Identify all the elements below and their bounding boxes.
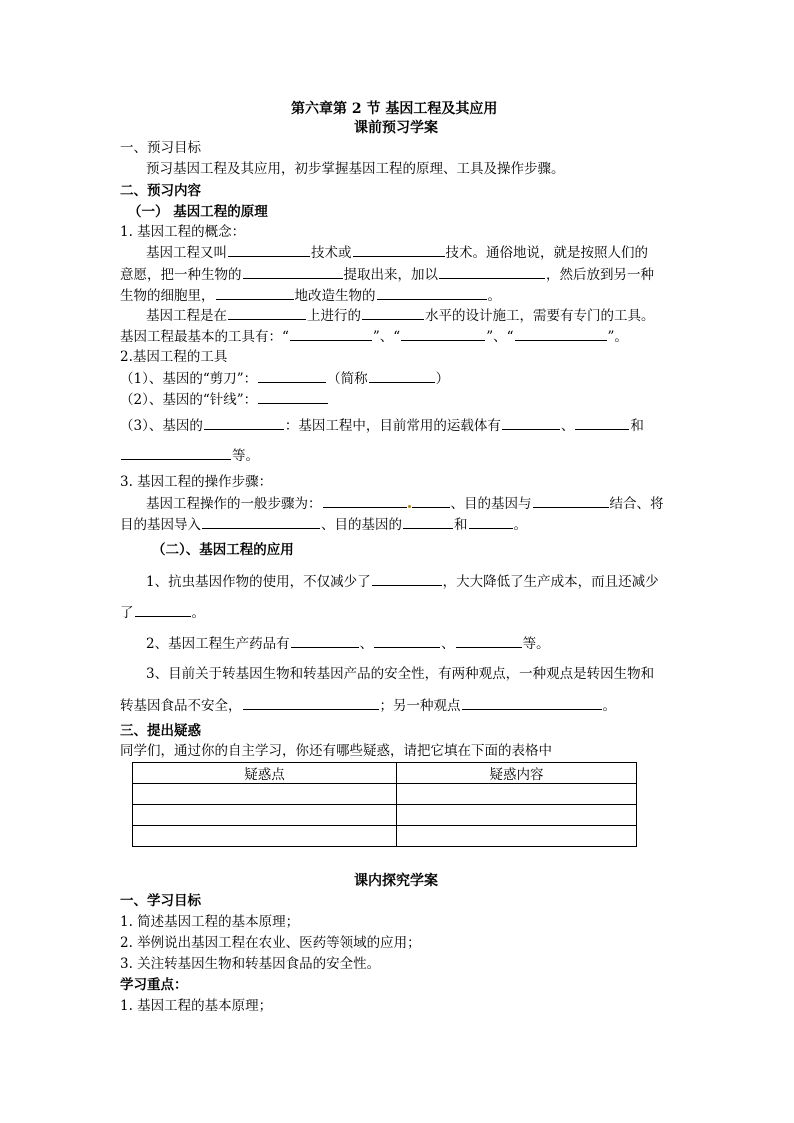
table-cell[interactable] (397, 805, 637, 826)
text-span: 地改造生物的 (294, 288, 376, 304)
fill-blank[interactable] (258, 369, 326, 383)
section-heading-goals: 一、预习目标 (120, 140, 201, 156)
text-span: 2、基因工程生产药品有 (146, 636, 290, 652)
text-span: 目的基因导入 (120, 517, 201, 533)
text-span: 、 (560, 418, 575, 434)
text-line (120, 327, 628, 346)
fill-blank[interactable] (353, 243, 445, 257)
fill-blank[interactable] (290, 327, 372, 341)
text-line (120, 515, 527, 534)
text-span: 技术。通俗地说，就是按照人们的 (445, 245, 648, 261)
text-line (146, 634, 550, 653)
text-span: 转基因食品不安全， (120, 698, 242, 714)
text-span: 上进行的 (307, 308, 361, 324)
text-span: 1、抗虫基因作物的使用，不仅减少了 (146, 574, 371, 590)
text-line (120, 390, 329, 409)
questions-table (132, 762, 637, 847)
goal-item: 3. 关注转基因生物和转基因食品的安全性。 (120, 956, 381, 972)
table-cell[interactable] (397, 784, 637, 805)
fill-blank[interactable] (362, 306, 424, 320)
text-span: 。 (191, 605, 205, 621)
fill-blank[interactable] (403, 515, 453, 529)
text-span: 。 (487, 288, 501, 304)
table-cell[interactable] (133, 784, 397, 805)
text-span: 基因工程操作的一般步骤为： (146, 496, 322, 512)
concept-label: 1. 基因工程的概念： (120, 224, 246, 240)
text-span: 。 (602, 698, 616, 714)
fill-blank[interactable] (377, 286, 487, 300)
section-heading-focus: 学习重点： (120, 977, 188, 993)
text-span: （3）、基因的 (120, 418, 203, 434)
text-line (146, 243, 648, 262)
text-span: 。 (513, 517, 527, 533)
text-span: （1）、基因的“剪刀”： (120, 371, 258, 387)
fill-blank[interactable] (401, 327, 485, 341)
subheading-application: （二）、基因工程的应用 (152, 542, 294, 558)
text-span: 意愿，把一种生物的 (120, 267, 242, 283)
section-heading-content: 二、预习内容 (120, 183, 201, 199)
goal-item: 1. 简述基因工程的基本原理； (120, 914, 300, 930)
section-heading-questions: 三、提出疑惑 (120, 723, 201, 739)
text-span: ；另一种观点 (379, 698, 461, 714)
text-line (146, 306, 655, 325)
text-span: 和 (630, 418, 644, 434)
text-span: 结合、将 (609, 496, 664, 512)
fill-blank[interactable] (502, 416, 560, 430)
text-span: 水平的设计施工，需要有专门的工具。 (425, 308, 655, 324)
table-row (133, 826, 637, 847)
fill-blank[interactable] (374, 634, 440, 648)
fill-blank[interactable] (243, 265, 343, 279)
text-line (120, 286, 501, 305)
fill-blank[interactable] (515, 327, 607, 341)
fill-blank[interactable] (216, 286, 294, 300)
goal-text: 预习基因工程及其应用，初步掌握基因工程的原理、工具及操作步骤。 (146, 161, 565, 177)
steps-label: 3. 基因工程的操作步骤： (120, 474, 273, 490)
text-span: 基因工程又叫 (146, 245, 227, 261)
goal-item: 2. 举例说出基因工程在农业、医药等领域的应用； (120, 935, 421, 951)
fill-blank[interactable] (204, 416, 284, 430)
text-span: ”、“ (486, 329, 514, 345)
table-row (133, 784, 637, 805)
fill-blank[interactable] (369, 369, 435, 383)
table-row (133, 805, 637, 826)
page-subtitle: 课前预习学案 (354, 120, 438, 136)
fill-blank[interactable] (469, 515, 513, 529)
fill-blank[interactable] (291, 634, 359, 648)
fill-blank[interactable] (323, 494, 407, 508)
text-span: ） (435, 371, 450, 387)
fill-blank[interactable] (462, 696, 602, 710)
fill-blank[interactable] (575, 416, 629, 430)
text-span: ，然后放到另一种 (546, 267, 654, 283)
text-span: 、目的基因的 (321, 517, 402, 533)
text-span: （2）、基因的“针线”： (120, 392, 258, 408)
table-header-row (133, 763, 637, 784)
table-cell[interactable] (133, 805, 397, 826)
fill-blank[interactable] (533, 494, 609, 508)
subheading-principle: （一） 基因工程的原理 (128, 204, 268, 220)
text-line (120, 446, 259, 465)
fill-blank[interactable] (135, 603, 191, 617)
text-line (120, 416, 644, 435)
text-span: ：基因工程中，目前常用的运载体有 (284, 418, 501, 434)
text-span: 、 (359, 636, 374, 652)
text-line (120, 603, 205, 622)
fill-blank[interactable] (439, 265, 545, 279)
text-line: 3、目前关于转基因生物和转基因产品的安全性，有两种观点，一种观点是转因生物和 (146, 666, 655, 682)
fill-blank[interactable] (412, 494, 450, 508)
text-span: （简称 (327, 371, 368, 387)
section-heading-learning-goals: 一、学习目标 (120, 893, 201, 909)
text-line (120, 369, 449, 388)
text-span: ，大大降低了生产成本，而且还减少 (442, 574, 659, 590)
table-header-cell: 疑惑点 (133, 763, 397, 784)
fill-blank[interactable] (202, 515, 320, 529)
fill-blank[interactable] (372, 572, 442, 586)
dot-mark (408, 505, 411, 508)
text-span: 、 (441, 636, 455, 652)
text-span: 生物的细胞里， (120, 288, 215, 304)
part2-title: 课内探究学案 (354, 873, 438, 889)
text-span: 等。 (232, 448, 259, 464)
text-span: 等。 (522, 636, 550, 652)
fill-blank[interactable] (258, 390, 328, 404)
text-span: ”。 (607, 329, 628, 345)
questions-intro: 同学们，通过你的自主学习，你还有哪些疑惑，请把它填在下面的表格中 (120, 743, 552, 759)
text-line (146, 572, 659, 591)
text-line (120, 696, 616, 715)
table-header-cell: 疑惑内容 (397, 763, 637, 784)
text-span: 和 (454, 517, 468, 533)
text-span: ”、“ (372, 329, 401, 345)
text-span: 技术或 (311, 245, 352, 261)
text-line (120, 265, 654, 284)
text-span: 了 (120, 605, 134, 621)
tools-label: 2.基因工程的工具 (120, 349, 228, 365)
text-span: 提取出来，加以 (343, 267, 438, 283)
text-span: 、目的基因与 (450, 496, 532, 512)
text-span: 基因工程是在 (146, 308, 227, 324)
text-span: 基因工程最基本的工具有：“ (120, 329, 289, 345)
fill-blank[interactable] (121, 446, 231, 460)
fill-blank[interactable] (228, 243, 310, 257)
fill-blank[interactable] (228, 306, 306, 320)
table-cell[interactable] (133, 826, 397, 847)
focus-item: 1. 基因工程的基本原理； (120, 998, 273, 1014)
text-line (146, 494, 664, 513)
fill-blank[interactable] (243, 696, 379, 710)
page-title: 第六章第 2 节 基因工程及其应用 (291, 101, 498, 117)
table-cell[interactable] (397, 826, 637, 847)
fill-blank[interactable] (456, 634, 522, 648)
